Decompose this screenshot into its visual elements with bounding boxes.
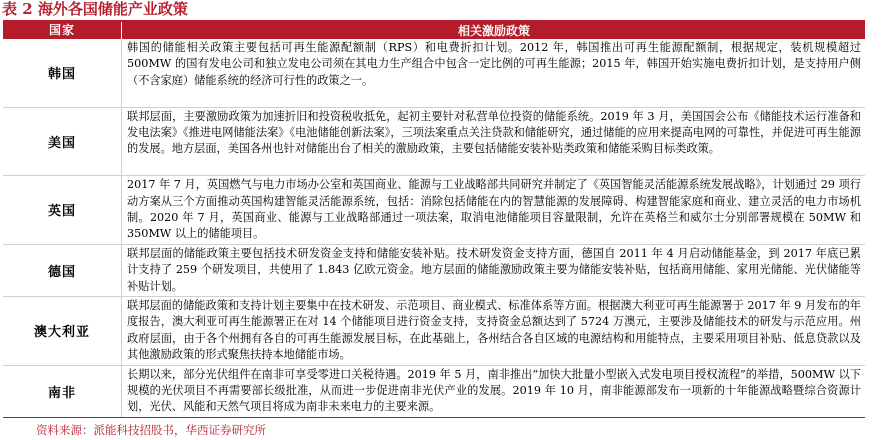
policy-cell: 联邦层面的储能政策主要包括技术研发资金支持和储能安装补贴。技术研发资金支持方面，德国自 2011 年 4 月启动储能基金，到 2017 年底已累计支持了 259 个研发项目，共使用了 1.843 亿欧元资金。地方层面的储能激励政策主要为储能安装补贴，包括商用储能、家用光储能、光伏储能等补贴计划。	[127, 246, 861, 293]
country-cell: 南非	[3, 366, 122, 417]
source-note: 资料来源：派能科技招股书，华西证券研究所	[36, 423, 266, 437]
policy-table	[3, 20, 865, 418]
policy-cell: 长期以来，部分光伏组件在南非可享受零进口关税待遇。2019 年 5 月，南非推出“加快大批量小型嵌入式发电项目授权流程”的举措，500MW 以下规模的光伏项目不再需要部长级批准，从而进一步促进南非光伏产业的发展。2019 年 10 月，南非能源部发布一项新的十年能源战略暨综合资源计划，光伏、风能和天然气项目将成为南非未来电力的主要来源。	[127, 367, 861, 414]
country-cell: 澳大利亚	[3, 297, 122, 365]
policy-cell: 2017 年 7 月，英国燃气与电力市场办公室和英国商业、能源与工业战略部共同研究并制定了《英国智能灵活能源系统发展战略》，计划通过 29 项行动方案从三个方面推动英国构建智能灵活能源系统，包括：消除包括储能在内的智慧能源的发展障碍、构建智能家庭和商业、建立灵活的电力市场机制。2020 年 7 月，英国商业、能源与工业战略部通过一项法案，取消电池储能项目容量限制，允许在英格兰和威尔士分别部署规模在 50MW 和 350MW 以上的储能项目。	[127, 178, 861, 241]
table-header-row	[3, 22, 865, 39]
table-row	[3, 297, 865, 366]
table-row	[3, 366, 865, 417]
table-title: 表 2 海外各国储能产业政策	[2, 0, 188, 18]
header-policy: 相关激励政策	[457, 24, 530, 38]
country-cell: 德国	[3, 245, 122, 296]
header-country: 国家	[3, 22, 122, 39]
table-row	[3, 245, 865, 297]
policy-cell: 韩国的储能相关政策主要包括可再生能源配额制（RPS）和电费折扣计划。2012 年，韩国推出可再生能源配额制，根据规定，装机规模超过 500MW 的国有发电公司和独立发电公司须在其电力生产组合中包含一定比例的可再生能源；2015 年，韩国开始实施电费折扣计划，是支持用户侧（不含家庭）储能系统的经济可行性的政策之一。	[127, 41, 861, 87]
table-row	[3, 39, 865, 108]
table-row	[3, 176, 865, 245]
table-row	[3, 108, 865, 177]
policy-cell: 联邦层面的储能政策和支持计划主要集中在技术研发、示范项目、商业模式、标准体系等方面。根据澳大利亚可再生能源署于 2017 年 9 月发布的年度报告，澳大利亚可再生能源署正在对 14 个储能项目进行资金支持，支持资金总额达到了 5724 万澳元，主要涉及储能技术的研发与示范应用。州政府层面，由于各个州拥有各自的可再生能源发展目标，在此基础上，各州结合各自区域的电源结构和用能特点，主要采用项目补贴、低息贷款以及其他激励政策的形式聚焦扶持本地储能市场。	[127, 298, 861, 362]
policy-cell: 联邦层面，主要激励政策为加速折旧和投资税收抵免，起初主要针对私营单位投资的储能系统。2019 年 3 月，美国国会公布《储能技术运行准备和发电法案》《推进电网储能法案》《电池储能创新法案》，三项法案重点关注贷款和储能研究，通过储能的应用来提高电网的可靠性，并促进可再生能源的发展。地方层面，美国各州也针对储能出台了相关的激励政策，主要包括储能安装补贴类政策和储能采购目标类政策。	[127, 109, 861, 156]
country-cell: 韩国	[3, 39, 122, 107]
country-cell: 英国	[3, 176, 122, 244]
country-cell: 美国	[3, 108, 122, 176]
